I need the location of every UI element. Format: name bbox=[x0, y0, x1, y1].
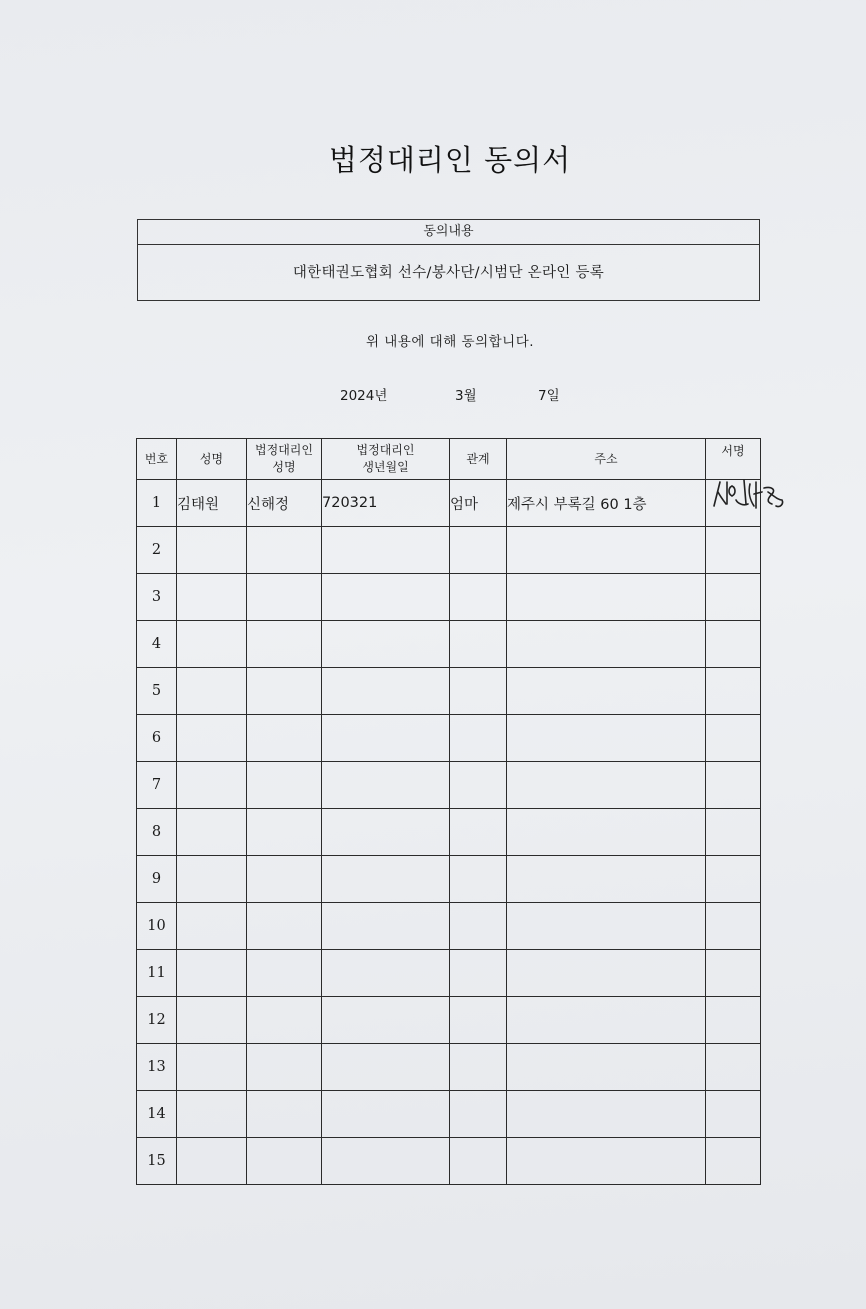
cell-number: 11 bbox=[137, 950, 177, 997]
cell-name bbox=[177, 668, 247, 715]
table-row bbox=[137, 903, 761, 950]
header-guardian-name: 법정대리인 성명 bbox=[247, 439, 322, 480]
cell-guardian-name bbox=[247, 1138, 322, 1185]
cell-relation bbox=[450, 527, 507, 574]
cell-signature bbox=[706, 856, 761, 903]
cell-signature bbox=[706, 1044, 761, 1091]
cell-name bbox=[177, 715, 247, 762]
cell-address bbox=[507, 621, 706, 668]
cell-number: 9 bbox=[137, 856, 177, 903]
cell-relation bbox=[450, 1138, 507, 1185]
cell-guardian-name bbox=[247, 715, 322, 762]
cell-address bbox=[507, 715, 706, 762]
cell-number: 4 bbox=[137, 621, 177, 668]
cell-signature bbox=[706, 903, 761, 950]
cell-signature bbox=[706, 668, 761, 715]
cell-address bbox=[507, 574, 706, 621]
table-row bbox=[137, 621, 761, 668]
cell-relation bbox=[450, 950, 507, 997]
cell-number: 13 bbox=[137, 1044, 177, 1091]
cell-relation bbox=[450, 903, 507, 950]
cell-number: 14 bbox=[137, 1091, 177, 1138]
cell-guardian-name bbox=[247, 950, 322, 997]
cell-guardian-name bbox=[247, 574, 322, 621]
cell-signature bbox=[706, 621, 761, 668]
cell-name bbox=[177, 574, 247, 621]
cell-guardian-birth bbox=[322, 1091, 450, 1138]
cell-name bbox=[177, 997, 247, 1044]
cell-name bbox=[177, 1044, 247, 1091]
cell-relation bbox=[450, 574, 507, 621]
cell-guardian-birth bbox=[322, 574, 450, 621]
cell-guardian-birth bbox=[322, 668, 450, 715]
cell-guardian-birth bbox=[322, 809, 450, 856]
cell-relation bbox=[450, 1044, 507, 1091]
table-row bbox=[137, 480, 761, 527]
cell-number: 12 bbox=[137, 997, 177, 1044]
cell-name bbox=[177, 527, 247, 574]
cell-name bbox=[177, 809, 247, 856]
table-row bbox=[137, 950, 761, 997]
cell-signature bbox=[706, 574, 761, 621]
cell-signature bbox=[706, 1091, 761, 1138]
cell-guardian-birth bbox=[322, 1138, 450, 1185]
cell-guardian-name bbox=[247, 809, 322, 856]
table-row bbox=[137, 668, 761, 715]
cell-number: 7 bbox=[137, 762, 177, 809]
cell-name bbox=[177, 621, 247, 668]
cell-signature bbox=[706, 950, 761, 997]
cell-signature bbox=[706, 527, 761, 574]
cell-relation bbox=[450, 809, 507, 856]
cell-guardian-name bbox=[247, 668, 322, 715]
header-address: 주소 bbox=[507, 439, 706, 480]
cell-signature bbox=[706, 809, 761, 856]
guardian-consent-table bbox=[136, 438, 761, 1185]
cell-address bbox=[507, 527, 706, 574]
cell-name bbox=[177, 903, 247, 950]
consent-body: 대한태권도협회 선수/봉사단/시범단 온라인 등록 bbox=[292, 265, 605, 281]
cell-address bbox=[507, 997, 706, 1044]
cell-name bbox=[177, 1091, 247, 1138]
header-relation: 관계 bbox=[450, 439, 507, 480]
table-row bbox=[137, 856, 761, 903]
header-signature: 서명 bbox=[706, 439, 761, 480]
table-header-row bbox=[137, 439, 761, 480]
cell-number: 8 bbox=[137, 809, 177, 856]
cell-number: 5 bbox=[137, 668, 177, 715]
date-year: 2024년 bbox=[340, 388, 388, 404]
cell-name bbox=[177, 1138, 247, 1185]
cell-guardian-name bbox=[247, 1091, 322, 1138]
consent-header: 동의내용 bbox=[138, 220, 759, 245]
cell-relation bbox=[450, 668, 507, 715]
cell-signature bbox=[706, 1138, 761, 1185]
table-row bbox=[137, 527, 761, 574]
cell-name bbox=[177, 762, 247, 809]
cell-guardian-birth bbox=[322, 1044, 450, 1091]
cell-address bbox=[507, 809, 706, 856]
cell-guardian-birth bbox=[322, 621, 450, 668]
cell-number: 15 bbox=[137, 1138, 177, 1185]
header-name: 성명 bbox=[177, 439, 247, 480]
cell-signature bbox=[706, 762, 761, 809]
header-guardian-birth: 법정대리인 생년월일 bbox=[322, 439, 450, 480]
cell-signature bbox=[706, 715, 761, 762]
cell-guardian-birth bbox=[322, 856, 450, 903]
table-row bbox=[137, 1138, 761, 1185]
cell-signature bbox=[706, 997, 761, 1044]
cell-signature bbox=[706, 480, 761, 527]
cell-guardian-birth bbox=[322, 715, 450, 762]
cell-guardian-birth bbox=[322, 762, 450, 809]
cell-address bbox=[507, 856, 706, 903]
cell-number: 3 bbox=[137, 574, 177, 621]
cell-guardian-birth bbox=[322, 950, 450, 997]
cell-relation bbox=[450, 715, 507, 762]
cell-relation bbox=[450, 1091, 507, 1138]
header-number: 번호 bbox=[137, 439, 177, 480]
cell-relation bbox=[450, 856, 507, 903]
cell-number: 1 bbox=[137, 480, 177, 527]
table-row bbox=[137, 1044, 761, 1091]
table-row bbox=[137, 762, 761, 809]
cell-number: 10 bbox=[137, 903, 177, 950]
cell-guardian-name bbox=[247, 903, 322, 950]
cell-number: 6 bbox=[137, 715, 177, 762]
cell-guardian-name: 신해정 bbox=[247, 480, 322, 527]
cell-number: 2 bbox=[137, 527, 177, 574]
cell-address bbox=[507, 903, 706, 950]
date-day: 7일 bbox=[538, 388, 560, 404]
table-row bbox=[137, 715, 761, 762]
consent-content-box bbox=[137, 219, 760, 301]
cell-guardian-birth: 720321 bbox=[322, 480, 450, 527]
table-row bbox=[137, 809, 761, 856]
cell-relation bbox=[450, 621, 507, 668]
cell-guardian-birth bbox=[322, 997, 450, 1044]
handwritten-signature bbox=[710, 474, 790, 518]
cell-address bbox=[507, 1091, 706, 1138]
cell-relation bbox=[450, 997, 507, 1044]
cell-address bbox=[507, 1044, 706, 1091]
cell-address bbox=[507, 950, 706, 997]
cell-name: 김태원 bbox=[177, 480, 247, 527]
table-row bbox=[137, 1091, 761, 1138]
cell-address bbox=[507, 762, 706, 809]
cell-guardian-name bbox=[247, 856, 322, 903]
cell-relation bbox=[450, 762, 507, 809]
cell-guardian-birth bbox=[322, 527, 450, 574]
cell-name bbox=[177, 950, 247, 997]
agreement-statement: 위 내용에 대해 동의합니다. bbox=[365, 334, 535, 350]
cell-guardian-name bbox=[247, 527, 322, 574]
cell-name bbox=[177, 856, 247, 903]
cell-guardian-name bbox=[247, 621, 322, 668]
cell-guardian-birth bbox=[322, 903, 450, 950]
cell-address bbox=[507, 668, 706, 715]
table-body bbox=[137, 480, 761, 1185]
cell-address: 제주시 부록길 60 1층 bbox=[507, 480, 706, 527]
cell-guardian-name bbox=[247, 1044, 322, 1091]
cell-address bbox=[507, 1138, 706, 1185]
cell-guardian-name bbox=[247, 997, 322, 1044]
date-month: 3월 bbox=[455, 388, 477, 404]
table-row bbox=[137, 574, 761, 621]
cell-guardian-name bbox=[247, 762, 322, 809]
cell-relation: 엄마 bbox=[450, 480, 507, 527]
document-title: 법정대리인 동의서 bbox=[328, 143, 572, 177]
table-row bbox=[137, 997, 761, 1044]
